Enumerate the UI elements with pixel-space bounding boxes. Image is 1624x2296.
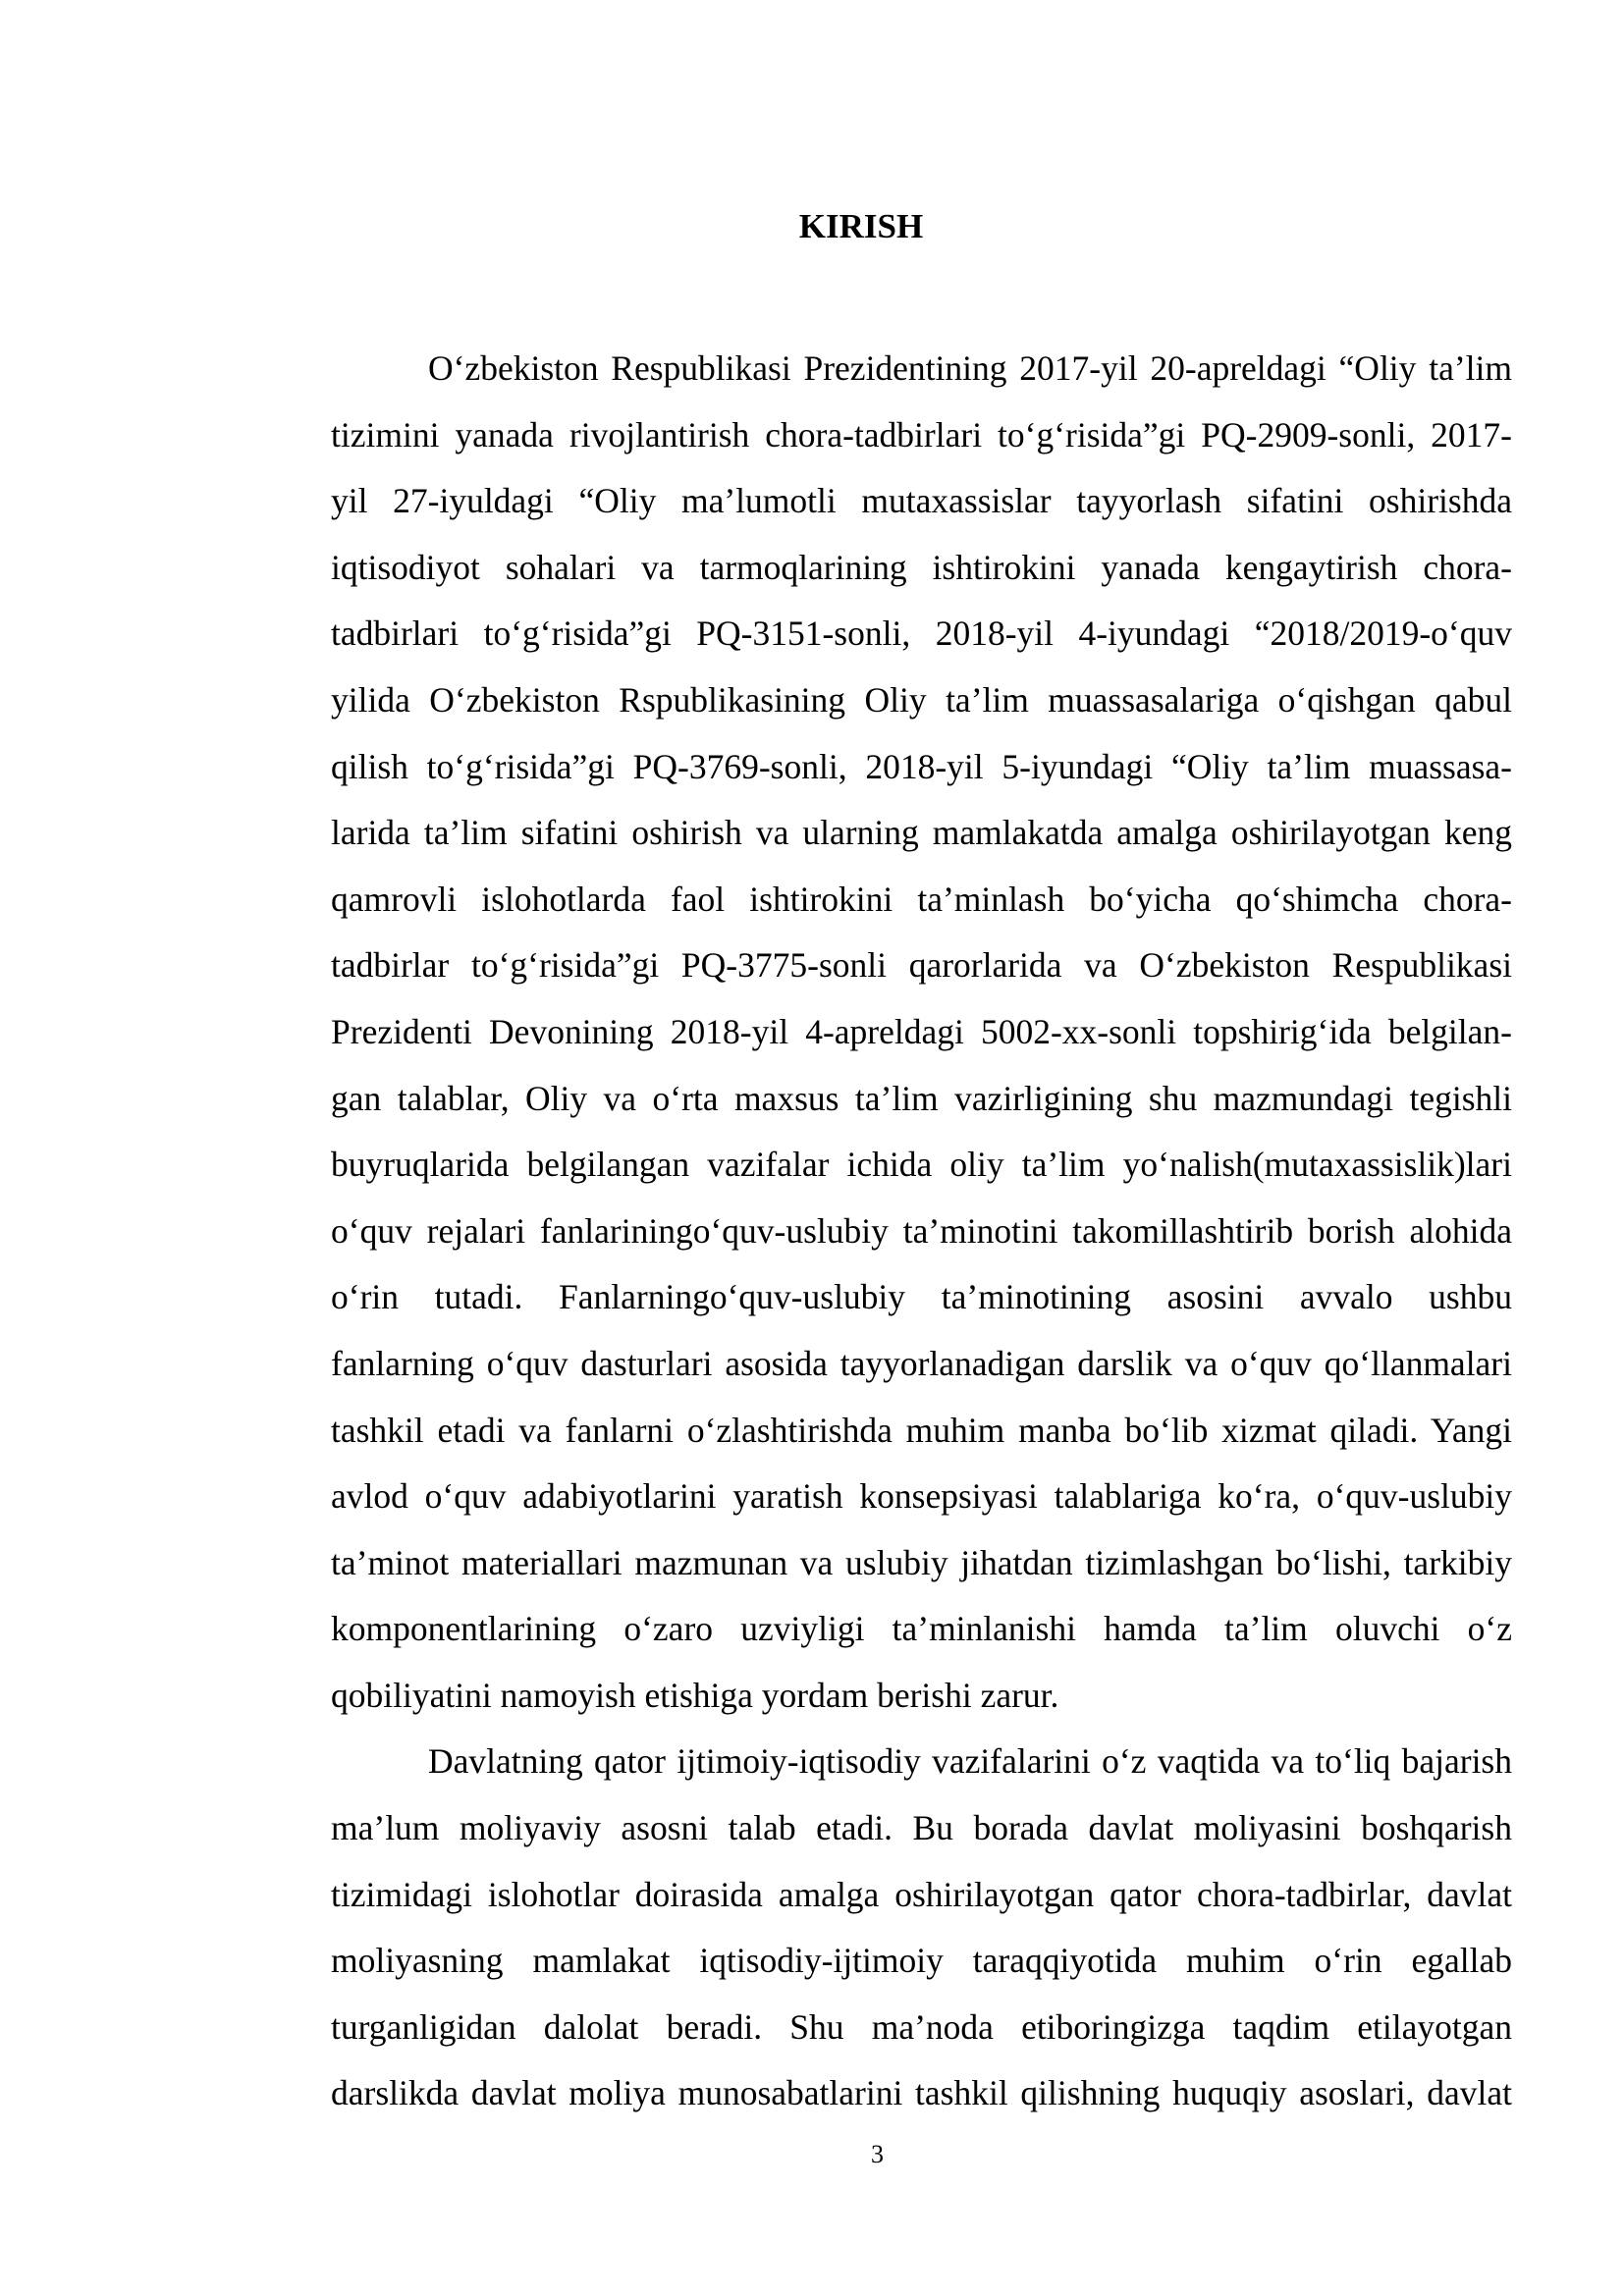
text-line: iqtisodiyot sohalari va tarmoqlarining ishtirokini yanada kengaytirish chora- xyxy=(331,547,1512,587)
text-line: qobiliyatini namoyish etishiga yordam berishi zarur. xyxy=(331,1675,1059,1715)
text-line: tizimini yanada rivojlantirish chora-tadbirlari to‘g‘risida”gi PQ-2909-sonli, 2017- xyxy=(331,414,1512,454)
text-line: avlod o‘quv adabiyotlarini yaratish konsepsiyasi talablariga ko‘ra, o‘quv-uslubiy xyxy=(331,1476,1512,1517)
text-line: Davlatning qator ijtimoiy-iqtisodiy vazifalarini o‘z vaqtida va to‘liq bajarish xyxy=(428,1741,1512,1782)
text-line: yil 27-iyuldagi “Oliy ma’lumotli mutaxassislar tayyorlash sifatini oshirishda xyxy=(331,481,1512,521)
text-line: tashkil etadi va fanlarni o‘zlashtirishda muhim manba bo‘lib xizmat qiladi. Yangi xyxy=(331,1410,1512,1450)
paragraph-2 xyxy=(234,1729,1512,2127)
text-line: larida ta’lim sifatini oshirish va ularning mamlakatda amalga oshirilayotgan keng xyxy=(331,813,1512,853)
text-line: tadbirlari to‘g‘risida”gi PQ-3151-sonli, 2018-yil 4-iyundagi “2018/2019-o‘quv xyxy=(331,614,1512,654)
text-line: komponentlarining o‘zaro uzviyligi ta’minlanishi hamda ta’lim oluvchi o‘z xyxy=(331,1609,1512,1649)
text-line: darslikda davlat moliya munosabatlarini tashkil qilishning huquqiy asoslari, davlat xyxy=(331,2073,1512,2113)
text-line: o‘quv rejalari fanlariningo‘quv-uslubiy ta’minotini takomillashtirib borish alohida xyxy=(331,1210,1512,1251)
text-line: o‘rin tutadi. Fanlarningo‘quv-uslubiy ta’minotining asosini avvalo ushbu xyxy=(331,1277,1512,1317)
paragraph-1 xyxy=(234,336,1512,1729)
text-line: tadbirlar to‘g‘risida”gi PQ-3775-sonli qarorlarida va O‘zbekiston Respublikasi xyxy=(331,945,1512,986)
text-line: fanlarning o‘quv dasturlari asosida tayyorlanadigan darslik va o‘quv qo‘llanmalari xyxy=(331,1343,1512,1383)
body-text xyxy=(234,336,1512,2127)
text-line: tizimidagi islohotlar doirasida amalga oshirilayotgan qator chora-tadbirlar, davlat xyxy=(331,1874,1512,1914)
text-line: qamrovli islohotlarda faol ishtirokini ta’minlash bo‘yicha qo‘shimcha chora- xyxy=(331,879,1512,919)
text-line: yilida O‘zbekiston Rspublikasining Oliy ta’lim muassasalariga o‘qishgan qabul xyxy=(331,679,1512,720)
text-line: O‘zbekiston Respublikasi Prezidentining 2017-yil 20-apreldagi “Oliy ta’lim xyxy=(428,348,1512,388)
page-number: 3 xyxy=(871,2140,884,2168)
text-line: moliyasning mamlakat iqtisodiy-ijtimoiy taraqqiyotida muhim o‘rin egallab xyxy=(331,1941,1512,1981)
text-line: turganligidan dalolat beradi. Shu ma’noda etiboringizga taqdim etilayotgan xyxy=(331,2006,1512,2047)
page-title: KIRISH xyxy=(798,207,924,245)
text-line: qilish to‘g‘risida”gi PQ-3769-sonli, 2018-yil 5-iyundagi “Oliy ta’lim muassasa- xyxy=(331,746,1512,786)
text-line: ta’minot materiallari mazmunan va uslubiy jihatdan tizimlashgan bo‘lishi, tarkibiy xyxy=(331,1542,1512,1582)
text-line: gan talablar, Oliy va o‘rta maxsus ta’lim vazirligining shu mazmundagi tegishli xyxy=(331,1078,1512,1118)
text-line: Prezidenti Devonining 2018-yil 4-apreldagi 5002-xx-sonli topshirig‘ida belgilan- xyxy=(331,1011,1512,1051)
text-line: ma’lum moliyaviy asosni talab etadi. Bu borada davlat moliyasini boshqarish xyxy=(331,1808,1512,1848)
text-line: buyruqlarida belgilangan vazifalar ichida oliy ta’lim yo‘nalish(mutaxassislik)lari xyxy=(331,1145,1512,1185)
